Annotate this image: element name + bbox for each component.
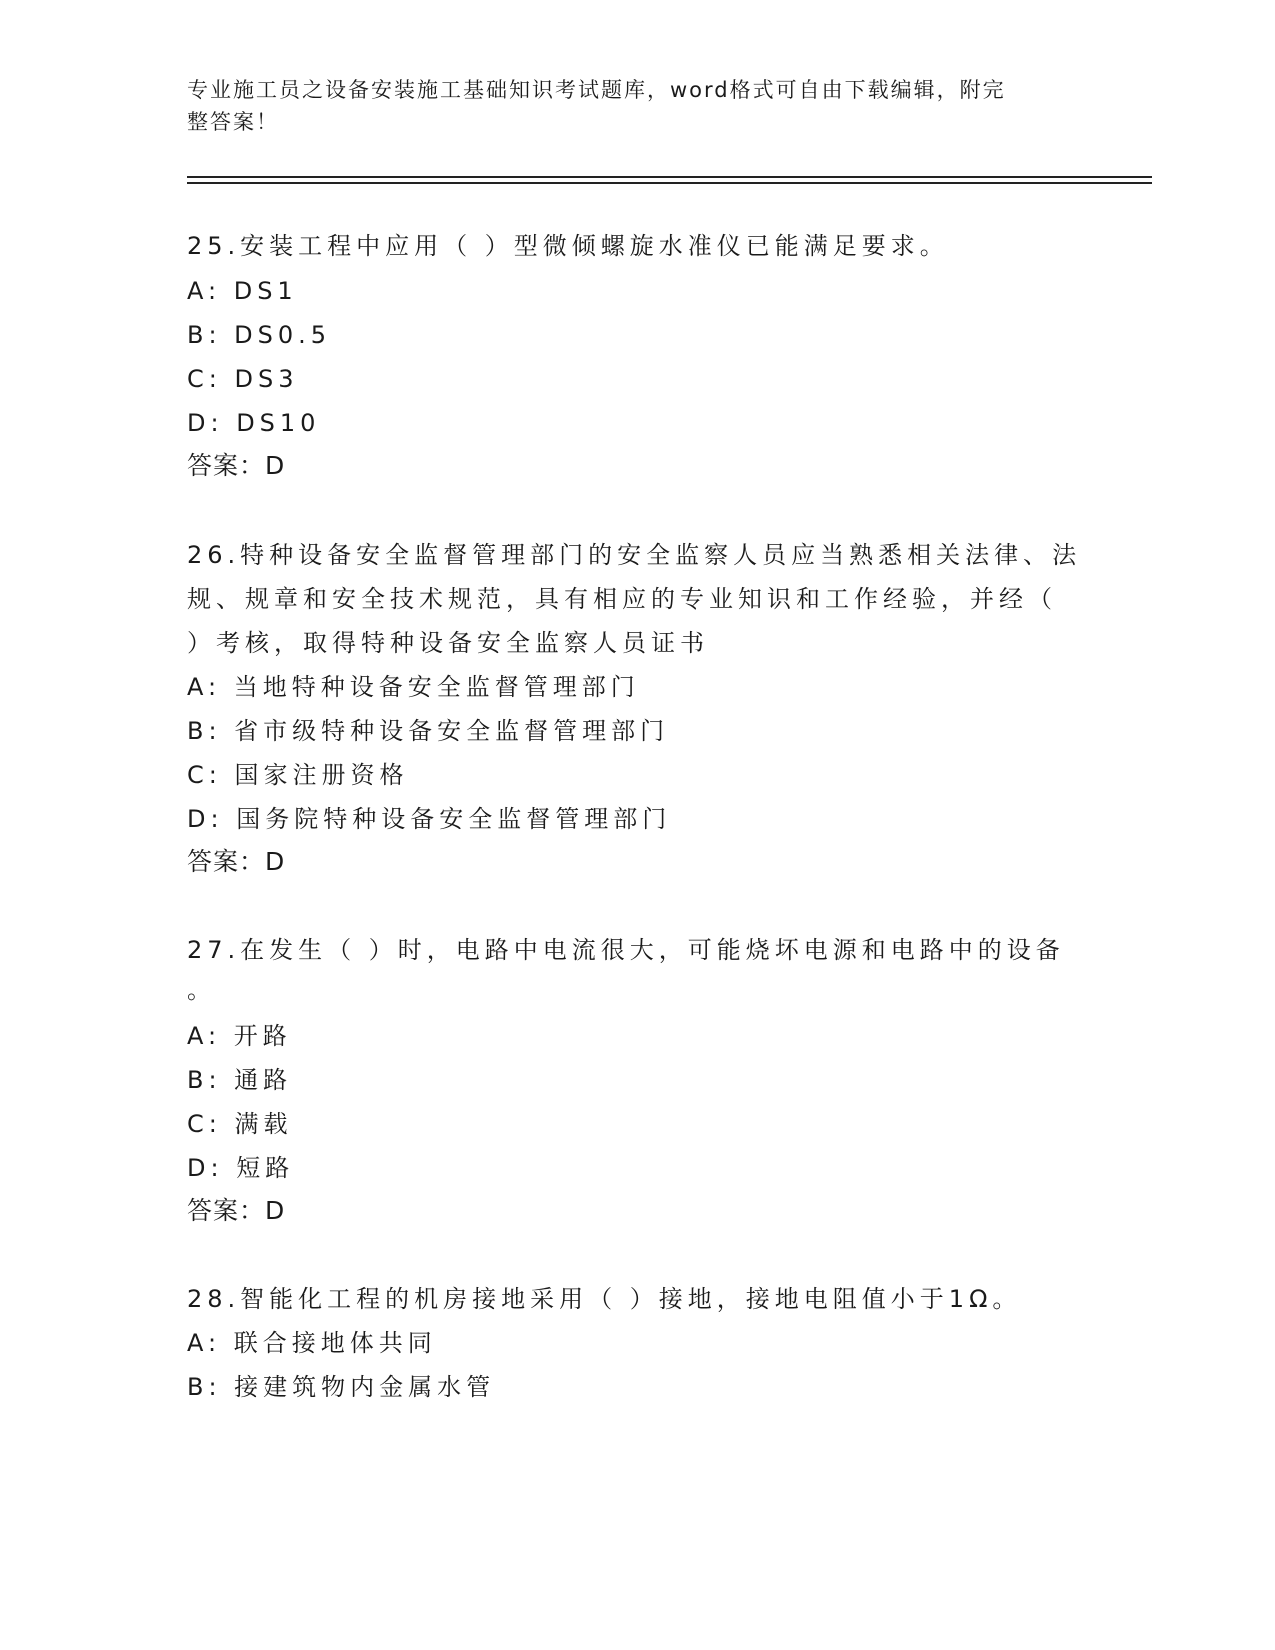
option-d: D: 国务院特种设备安全监督管理部门 [187,805,672,833]
question-stem-line-1: 26.特种设备安全监督管理部门的安全监察人员应当熟悉相关法律、法 [187,541,1082,569]
option-a: A: 当地特种设备安全监督管理部门 [187,673,640,701]
option-a: A: 联合接地体共同 [187,1329,437,1357]
header-line-1: 专业施工员之设备安装施工基础知识考试题库，word格式可自由下载编辑，附完 [187,78,1006,102]
option-a: A: 开路 [187,1022,292,1050]
header-text [187,74,1087,138]
header-divider-top [187,176,1152,178]
option-b: B: DS0.5 [187,321,332,349]
header-line-2: 整答案！ [187,110,279,134]
answer: 答案：D [187,1196,286,1225]
question-stem: 25.安装工程中应用（ ）型微倾螺旋水准仪已能满足要求。 [187,232,949,260]
question-stem-line-1: 27.在发生（ ）时，电路中电流很大，可能烧坏电源和电路中的设备 [187,936,1065,964]
question-stem: 28.智能化工程的机房接地采用（ ）接地，接地电阻值小于1Ω。 [187,1285,1022,1313]
answer: 答案：D [187,451,286,480]
option-b: B: 接建筑物内金属水管 [187,1373,496,1401]
question-stem-line-2: 规、规章和安全技术规范，具有相应的专业知识和工作经验，并经（ [187,585,1057,613]
option-b: B: 省市级特种设备安全监督管理部门 [187,717,670,745]
question-stem-line-3: ）考核，取得特种设备安全监察人员证书 [187,629,709,657]
header-divider-bottom [187,182,1152,184]
option-d: D: DS10 [187,409,321,437]
option-d: D: 短路 [187,1154,295,1182]
question-stem-line-2: 。 [187,976,216,1004]
option-a: A: DS1 [187,277,298,305]
option-c: C: 满载 [187,1110,293,1138]
option-c: C: DS3 [187,365,299,393]
option-c: C: 国家注册资格 [187,761,409,789]
answer: 答案：D [187,847,286,876]
option-b: B: 通路 [187,1066,293,1094]
